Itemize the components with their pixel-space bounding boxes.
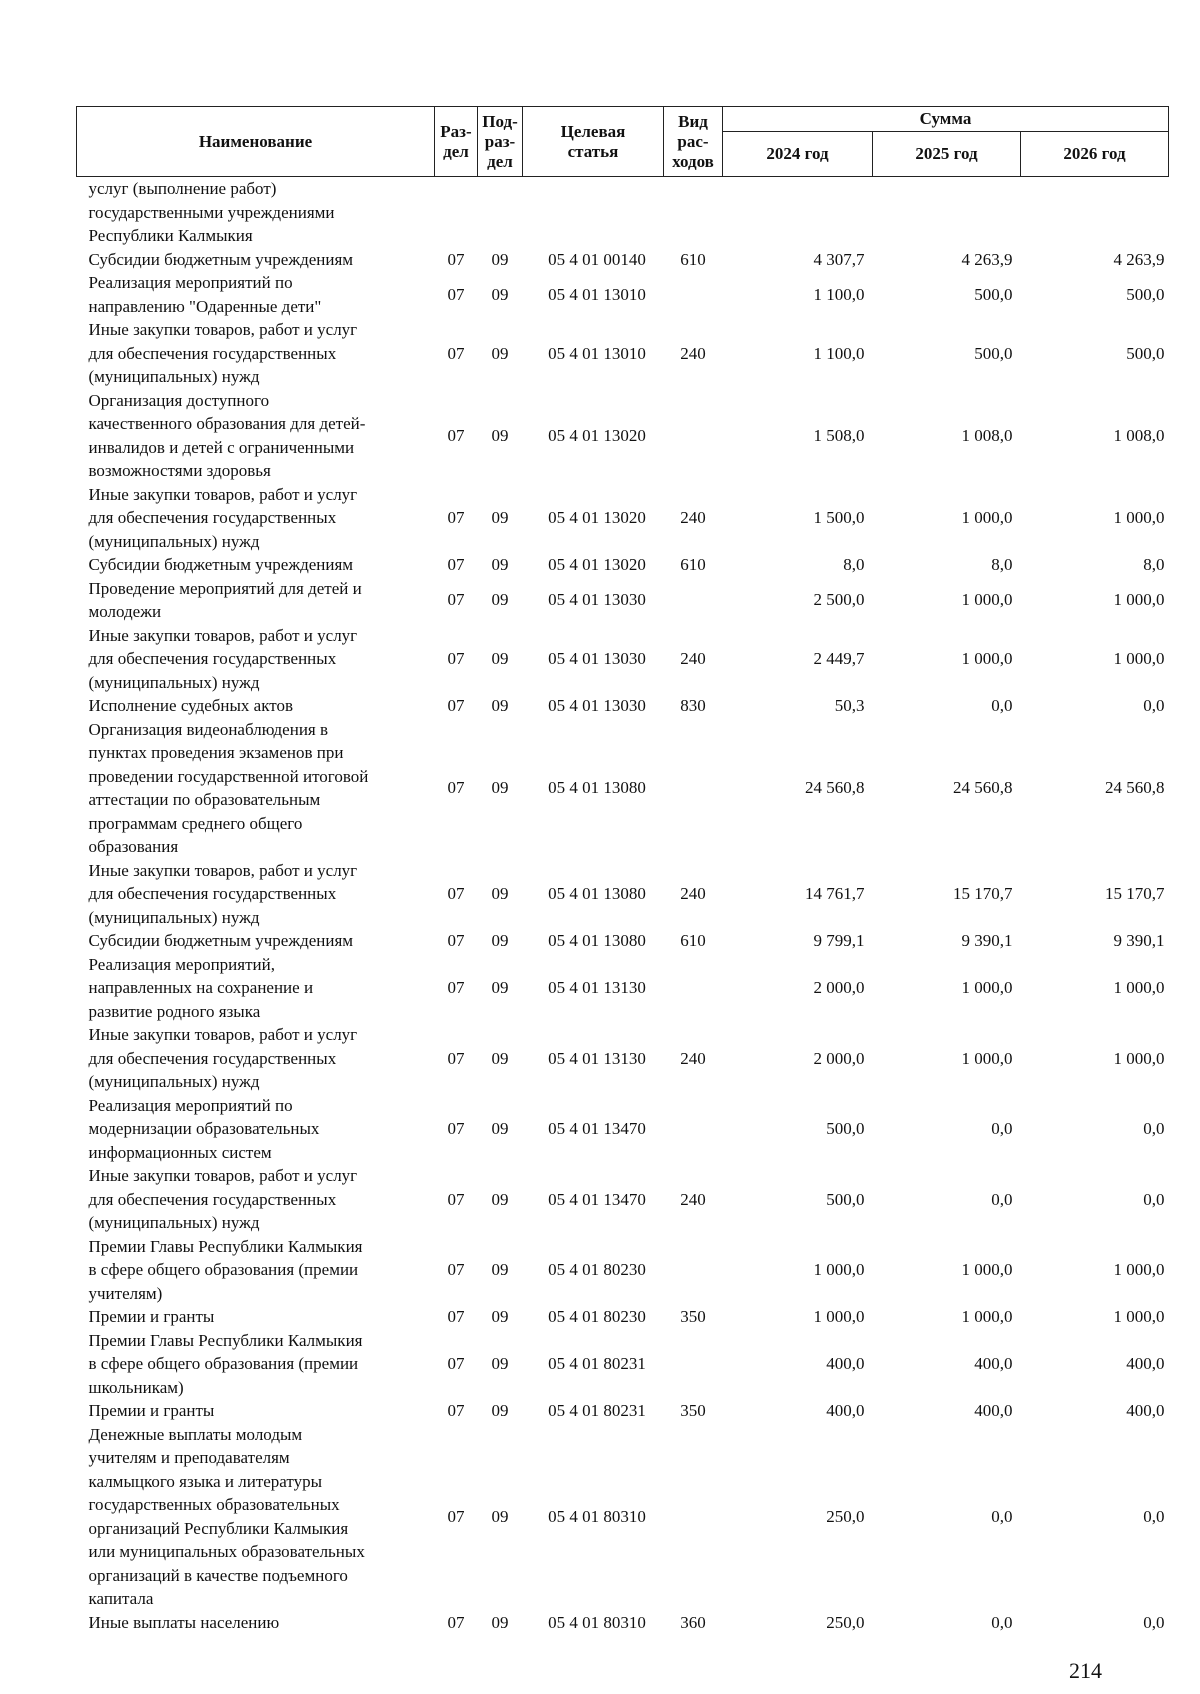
- cell-celevaya: 05 4 01 13030: [548, 696, 646, 715]
- cell-2026: 1 000,0: [1113, 1048, 1165, 1068]
- cell-vid: 240: [680, 343, 706, 363]
- cell-2024: 1 508,0: [813, 425, 865, 445]
- cell-2026: [1021, 177, 1169, 248]
- cell-razdel: 07: [447, 931, 465, 950]
- cell-2024: 400,0: [826, 1354, 865, 1373]
- cell-2026: 0,0: [1143, 1119, 1165, 1138]
- cell-podrazdel: 09: [491, 978, 509, 997]
- cell-razdel: 07: [447, 1612, 465, 1632]
- table-row: [77, 1399, 1169, 1423]
- cell-podrazdel: 09: [491, 249, 509, 269]
- table-row: [77, 389, 1169, 483]
- cell-2025: 15 170,7: [953, 884, 1013, 903]
- cell-2024: 14 761,7: [805, 884, 865, 903]
- table-row: [77, 718, 1169, 859]
- cell-2026: 400,0: [1126, 1354, 1165, 1373]
- cell-2025: 1 000,0: [961, 508, 1013, 527]
- cell-podrazdel: 09: [491, 1189, 509, 1209]
- cell-vid: 830: [680, 696, 706, 715]
- table-row: [77, 624, 1169, 695]
- cell-celevaya: 05 4 01 13010: [548, 284, 646, 304]
- cell-razdel: 07: [447, 1506, 465, 1526]
- cell-2024: 1 500,0: [813, 508, 865, 527]
- header-vid: Вид рас- ходов: [664, 107, 723, 177]
- cell-name: Иные закупки товаров, работ и услуг для обеспечения государственных (муниципальных) нужд: [88, 1025, 358, 1091]
- cell-podrazdel: 09: [491, 1307, 509, 1326]
- cell-2026: 15 170,7: [1105, 884, 1165, 903]
- cell-podrazdel: 09: [491, 1401, 509, 1420]
- cell-name: Премии Главы Республики Калмыкия в сфере общего образования (премии учителям): [88, 1236, 363, 1303]
- cell-podrazdel: 09: [491, 649, 509, 668]
- cell-2026: 1 008,0: [1113, 425, 1165, 445]
- cell-2025: 500,0: [974, 343, 1013, 363]
- cell-celevaya: 05 4 01 13020: [548, 508, 646, 527]
- cell-2024: 50,3: [834, 696, 865, 715]
- cell-podrazdel: 09: [491, 1048, 509, 1068]
- table-row: [77, 859, 1169, 930]
- cell-name: Иные закупки товаров, работ и услуг для обеспечения государственных (муниципальных) нужд: [88, 484, 358, 551]
- cell-2025: 1 000,0: [961, 978, 1013, 997]
- cell-razdel: 07: [447, 1354, 465, 1373]
- cell-vid: 610: [680, 931, 706, 950]
- budget-table: [76, 106, 1169, 1634]
- cell-2025: 0,0: [991, 1189, 1013, 1209]
- cell-podrazdel: 09: [491, 884, 509, 903]
- cell-2024: 1 100,0: [813, 343, 865, 363]
- cell-vid: [664, 1423, 723, 1611]
- cell-2026: 1 000,0: [1113, 649, 1165, 668]
- cell-razdel: [435, 177, 478, 248]
- table-row: [77, 1329, 1169, 1400]
- cell-vid: 240: [680, 884, 706, 903]
- cell-podrazdel: 09: [491, 425, 509, 445]
- cell-2025: 400,0: [974, 1354, 1013, 1373]
- cell-2025: 1 000,0: [961, 649, 1013, 668]
- cell-vid: 360: [680, 1612, 706, 1632]
- cell-2026: 1 000,0: [1113, 508, 1165, 527]
- cell-celevaya: 05 4 01 13030: [548, 649, 646, 668]
- header-name: Наименование: [77, 107, 435, 177]
- cell-2025: 1 000,0: [961, 1307, 1013, 1326]
- header-celevaya: Целевая статья: [523, 107, 664, 177]
- cell-razdel: 07: [447, 555, 465, 574]
- cell-2026: 4 263,9: [1113, 249, 1165, 269]
- table-row: [77, 953, 1169, 1024]
- cell-celevaya: 05 4 01 13020: [548, 425, 646, 445]
- cell-name: Денежные выплаты молодым учителям и преподавателям калмыцкого языка и литературы государственных образовательных организаций Республики Калмыкия или муниципальных образовательных организаций в качестве подъемного капитала: [88, 1424, 365, 1608]
- cell-2024: 8,0: [843, 555, 865, 574]
- table-row: [77, 1164, 1169, 1235]
- cell-podrazdel: 09: [491, 590, 509, 610]
- cell-2024: 2 449,7: [813, 649, 865, 668]
- cell-celevaya: 05 4 01 80310: [548, 1612, 646, 1632]
- cell-vid: [664, 177, 723, 248]
- cell-podrazdel: 09: [491, 508, 509, 527]
- cell-name: Субсидии бюджетным учреждениям: [88, 249, 354, 269]
- cell-podrazdel: 09: [491, 1260, 509, 1279]
- cell-2026: 8,0: [1143, 555, 1165, 574]
- cell-razdel: 07: [447, 1260, 465, 1279]
- cell-razdel: 07: [447, 649, 465, 668]
- table-row: [77, 248, 1169, 272]
- cell-2024: 1 000,0: [813, 1260, 865, 1279]
- cell-2026: 0,0: [1143, 696, 1165, 715]
- cell-2025: 500,0: [974, 284, 1013, 304]
- cell-2024: 2 500,0: [813, 590, 865, 610]
- cell-razdel: 07: [447, 778, 465, 798]
- cell-name: Премии Главы Республики Калмыкия в сфере общего образования (премии школьникам): [88, 1330, 363, 1397]
- cell-name: Реализация мероприятий, направленных на сохранение и развитие родного языка: [88, 954, 314, 1021]
- cell-2026: 400,0: [1126, 1401, 1165, 1420]
- cell-2025: 8,0: [991, 555, 1013, 574]
- cell-vid: 610: [680, 249, 706, 269]
- cell-celevaya: 05 4 01 13080: [548, 884, 646, 903]
- cell-podrazdel: 09: [491, 778, 509, 798]
- header-podrazdel: Под- раз- дел: [478, 107, 523, 177]
- table-row: [77, 929, 1169, 953]
- cell-podrazdel: [478, 177, 523, 248]
- cell-2026: 1 000,0: [1113, 1307, 1165, 1326]
- cell-celevaya: 05 4 01 80230: [548, 1260, 646, 1279]
- cell-2024: 4 307,7: [813, 249, 865, 269]
- cell-celevaya: 05 4 01 80230: [548, 1307, 646, 1326]
- cell-name: Премии и гранты: [88, 1401, 215, 1420]
- cell-2025: [873, 177, 1021, 248]
- cell-vid: [664, 389, 723, 483]
- cell-name: Субсидии бюджетным учреждениям: [88, 555, 354, 574]
- cell-2025: 1 000,0: [961, 590, 1013, 610]
- page-number: 214: [1069, 1658, 1102, 1683]
- cell-2025: 0,0: [991, 1119, 1013, 1138]
- cell-2024: [723, 177, 873, 248]
- cell-2024: 2 000,0: [813, 978, 865, 997]
- table-row: [77, 553, 1169, 577]
- cell-name: Исполнение судебных актов: [88, 696, 293, 715]
- cell-name: Реализация мероприятий по модернизации образовательных информационных систем: [88, 1095, 320, 1162]
- table-body: [77, 177, 1169, 1635]
- cell-celevaya: 05 4 01 13080: [548, 931, 646, 950]
- cell-podrazdel: 09: [491, 343, 509, 363]
- cell-razdel: 07: [447, 1307, 465, 1326]
- table-row: [77, 694, 1169, 718]
- cell-2025: 9 390,1: [961, 931, 1013, 950]
- table-row: [77, 483, 1169, 554]
- cell-name: услуг (выполнение работ) государственными учреждениями Республики Калмыкия: [88, 179, 335, 245]
- cell-2025: 1 000,0: [961, 1048, 1013, 1068]
- cell-name: Иные выплаты населению: [88, 1612, 280, 1632]
- cell-celevaya: 05 4 01 13470: [548, 1189, 646, 1209]
- cell-razdel: 07: [447, 284, 465, 304]
- table-row: [77, 1611, 1169, 1635]
- cell-2024: 1 000,0: [813, 1307, 865, 1326]
- cell-name: Премии и гранты: [88, 1307, 215, 1326]
- cell-celevaya: 05 4 01 13130: [548, 1048, 646, 1068]
- cell-2026: 0,0: [1143, 1612, 1165, 1632]
- cell-celevaya: 05 4 01 80310: [548, 1506, 646, 1526]
- cell-vid: [664, 271, 723, 318]
- cell-razdel: 07: [447, 884, 465, 903]
- cell-2025: 1 000,0: [961, 1260, 1013, 1279]
- cell-2026: 0,0: [1143, 1189, 1165, 1209]
- cell-2025: 0,0: [991, 1612, 1013, 1632]
- header-2024: 2024 год: [723, 132, 873, 177]
- cell-2024: 250,0: [826, 1506, 865, 1526]
- table-row: [77, 271, 1169, 318]
- cell-2025: 0,0: [991, 1506, 1013, 1526]
- cell-razdel: 07: [447, 1048, 465, 1068]
- cell-vid: [664, 1329, 723, 1400]
- cell-podrazdel: 09: [491, 1506, 509, 1526]
- cell-2026: 1 000,0: [1113, 978, 1165, 997]
- cell-2026: 9 390,1: [1113, 931, 1165, 950]
- table-header: [77, 107, 1169, 177]
- table-row: [77, 1305, 1169, 1329]
- cell-vid: [664, 953, 723, 1024]
- cell-2026: 1 000,0: [1113, 590, 1165, 610]
- cell-2024: 24 560,8: [805, 778, 865, 798]
- cell-2024: 500,0: [826, 1189, 865, 1209]
- cell-vid: 240: [680, 508, 706, 527]
- cell-celevaya: 05 4 01 00140: [548, 249, 646, 269]
- cell-2024: 400,0: [826, 1401, 865, 1420]
- cell-celevaya: 05 4 01 13030: [548, 590, 646, 610]
- cell-name: Иные закупки товаров, работ и услуг для обеспечения государственных (муниципальных) нужд: [88, 1166, 358, 1232]
- cell-razdel: 07: [447, 249, 465, 269]
- cell-podrazdel: 09: [491, 1354, 509, 1373]
- cell-name: Проведение мероприятий для детей и молодежи: [88, 578, 362, 621]
- cell-razdel: 07: [447, 425, 465, 445]
- table-row: [77, 1023, 1169, 1094]
- cell-name: Иные закупки товаров, работ и услуг для обеспечения государственных (муниципальных) нужд: [88, 320, 358, 386]
- cell-podrazdel: 09: [491, 931, 509, 950]
- cell-razdel: 07: [447, 1189, 465, 1209]
- cell-name: Организация видеонаблюдения в пунктах проведения экзаменов при проведении государственной итоговой аттестации по образовательным программам среднего общего образования: [88, 719, 369, 856]
- cell-vid: [664, 577, 723, 624]
- cell-razdel: 07: [447, 978, 465, 997]
- cell-vid: [664, 1235, 723, 1306]
- cell-vid: 240: [680, 1048, 706, 1068]
- cell-2026: 24 560,8: [1105, 778, 1165, 798]
- cell-2025: 4 263,9: [961, 249, 1013, 269]
- cell-2026: 0,0: [1143, 1506, 1165, 1526]
- cell-2024: 1 100,0: [813, 284, 865, 304]
- cell-podrazdel: 09: [491, 1612, 509, 1632]
- cell-razdel: 07: [447, 508, 465, 527]
- cell-vid: [664, 1094, 723, 1165]
- cell-vid: [664, 718, 723, 859]
- cell-2024: 2 000,0: [813, 1048, 865, 1068]
- cell-vid: 350: [680, 1401, 706, 1420]
- cell-2026: 500,0: [1126, 343, 1165, 363]
- table-row: [77, 577, 1169, 624]
- table-row: [77, 1423, 1169, 1611]
- cell-2026: 1 000,0: [1113, 1260, 1165, 1279]
- cell-2026: 500,0: [1126, 284, 1165, 304]
- header-summa: Сумма: [723, 107, 1169, 132]
- cell-vid: 350: [680, 1307, 706, 1326]
- cell-2024: 250,0: [826, 1612, 865, 1632]
- table-row: [77, 318, 1169, 389]
- cell-celevaya: 05 4 01 80231: [548, 1401, 646, 1420]
- cell-2025: 1 008,0: [961, 425, 1013, 445]
- cell-vid: 240: [680, 649, 706, 668]
- header-razdel: Раз- дел: [435, 107, 478, 177]
- cell-celevaya: 05 4 01 13020: [548, 555, 646, 574]
- header-2026: 2026 год: [1021, 132, 1169, 177]
- cell-name: Иные закупки товаров, работ и услуг для обеспечения государственных (муниципальных) нужд: [88, 625, 358, 692]
- cell-celevaya: 05 4 01 13010: [548, 343, 646, 363]
- cell-razdel: 07: [447, 1401, 465, 1420]
- cell-name: Субсидии бюджетным учреждениям: [88, 931, 354, 950]
- table-row: [77, 177, 1169, 248]
- cell-2025: 0,0: [991, 696, 1013, 715]
- cell-vid: 240: [680, 1189, 706, 1209]
- cell-razdel: 07: [447, 1119, 465, 1138]
- cell-2025: 24 560,8: [953, 778, 1013, 798]
- cell-name: Организация доступного качественного образования для детей- инвалидов и детей с ограниченными возможностями здоровья: [88, 390, 366, 480]
- cell-podrazdel: 09: [491, 555, 509, 574]
- cell-2024: 500,0: [826, 1119, 865, 1138]
- cell-celevaya: 05 4 01 13130: [548, 978, 646, 997]
- cell-podrazdel: 09: [491, 284, 509, 304]
- cell-razdel: 07: [447, 590, 465, 610]
- table-row: [77, 1094, 1169, 1165]
- cell-name: Реализация мероприятий по направлению "Одаренные дети": [88, 273, 322, 316]
- cell-celevaya: 05 4 01 80231: [548, 1354, 646, 1373]
- table-row: [77, 1235, 1169, 1306]
- cell-celevaya: 05 4 01 13080: [548, 778, 646, 798]
- cell-name: Иные закупки товаров, работ и услуг для обеспечения государственных (муниципальных) нужд: [88, 860, 358, 927]
- cell-vid: 610: [680, 555, 706, 574]
- cell-podrazdel: 09: [491, 1119, 509, 1138]
- cell-razdel: 07: [447, 696, 465, 715]
- cell-razdel: 07: [447, 343, 465, 363]
- header-2025: 2025 год: [873, 132, 1021, 177]
- cell-podrazdel: 09: [491, 696, 509, 715]
- cell-celevaya: [523, 177, 664, 248]
- cell-2024: 9 799,1: [813, 931, 865, 950]
- cell-2025: 400,0: [974, 1401, 1013, 1420]
- cell-celevaya: 05 4 01 13470: [548, 1119, 646, 1138]
